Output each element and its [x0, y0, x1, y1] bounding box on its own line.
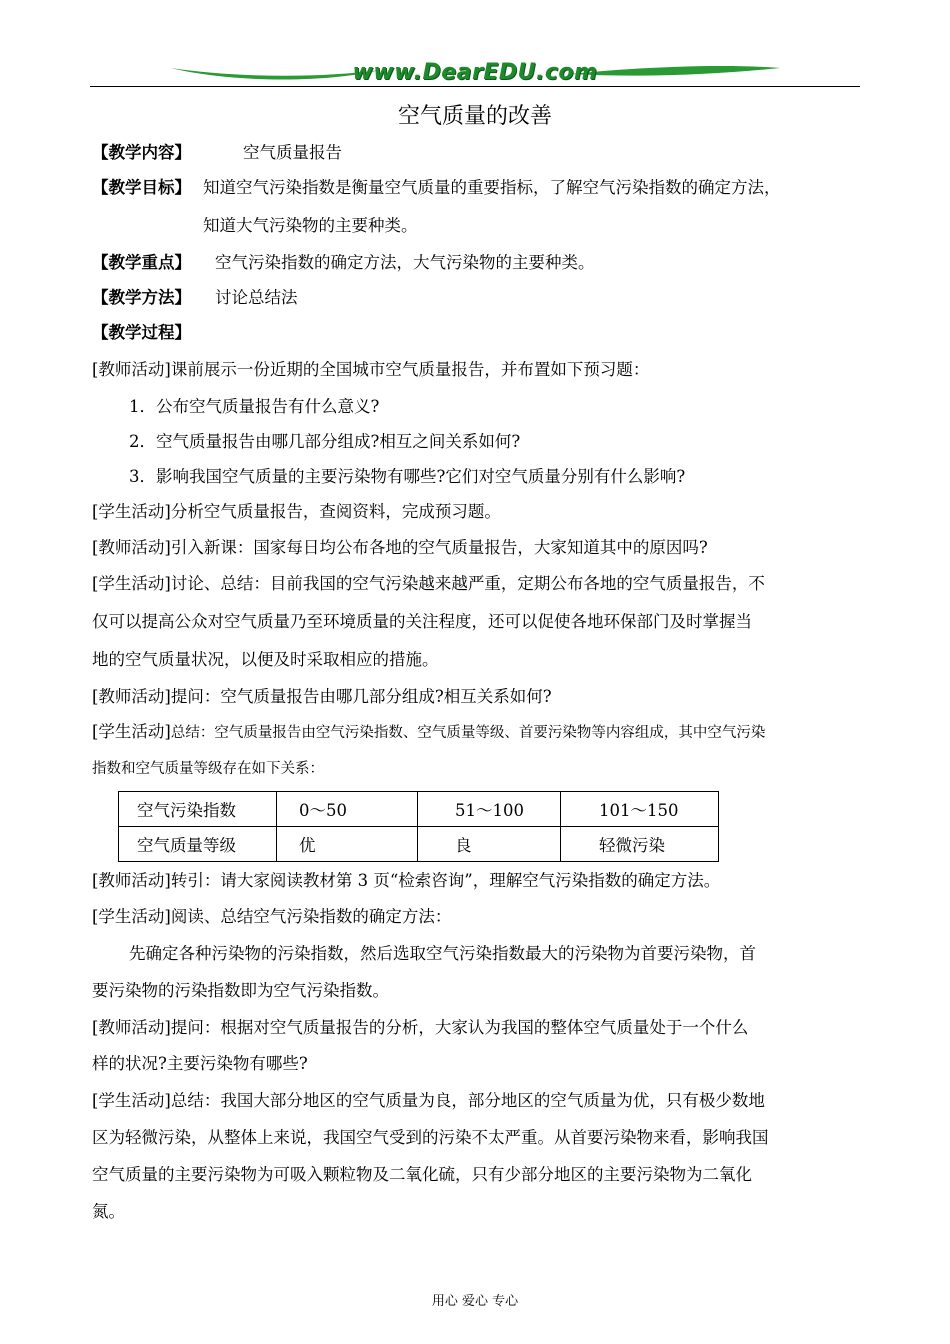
- page-title: 空气质量的改善: [397, 104, 552, 129]
- paragraph: 氮。: [92, 1202, 125, 1221]
- table-row: [119, 827, 719, 862]
- list-item: 3．影响我国空气质量的主要污染物有哪些?它们对空气质量分别有什么影响?: [129, 467, 686, 486]
- process-label: 【教学过程】: [92, 323, 191, 342]
- paragraph: [教师活动]课前展示一份近期的全国城市空气质量报告，并布置如下预习题：: [92, 360, 650, 379]
- paragraph: 要污染物的污染指数即为空气污染指数。: [92, 981, 389, 1000]
- paragraph: [学生活动]分析空气质量报告，查阅资料，完成预习题。: [92, 502, 501, 521]
- paragraph: [教师活动]引入新课：国家每日均公布各地的空气质量报告，大家知道其中的原因吗?: [92, 538, 708, 557]
- table-cell: 空气污染指数: [119, 792, 277, 827]
- method-text: 讨论总结法: [215, 288, 298, 307]
- list-item: 1．公布空气质量报告有什么意义?: [129, 397, 380, 416]
- aqi-table: [118, 791, 719, 862]
- paragraph: 样的状况?主要污染物有哪些?: [92, 1054, 308, 1073]
- focus-label: 【教学重点】: [92, 253, 191, 272]
- paragraph: [学生活动]阅读、总结空气污染指数的确定方法：: [92, 907, 452, 926]
- table-cell: 良: [418, 827, 561, 862]
- table-cell: 101～150: [561, 792, 719, 827]
- page-footer: 用心 爱心 专心: [431, 1294, 519, 1309]
- goal-text-2: 知道大气污染物的主要种类。: [203, 216, 418, 235]
- paragraph: [92, 721, 765, 744]
- paragraph: [教师活动]转引：请大家阅读教材第 3 页“检索咨询”，理解空气污染指数的确定方法。: [92, 871, 721, 890]
- goal-text-1: 知道空气污染指数是衡量空气质量的重要指标，了解空气污染指数的确定方法，: [203, 178, 781, 197]
- paragraph: 地的空气质量状况，以便及时采取相应的措施。: [92, 650, 439, 669]
- activity-tag: [学生活动]: [92, 722, 171, 741]
- header-rule: [90, 86, 860, 87]
- site-brand: www.DearEDU.com: [352, 60, 598, 85]
- paragraph: 先确定各种污染物的污染指数，然后选取空气污染指数最大的污染物为首要污染物，首: [129, 944, 756, 963]
- table-cell: 轻微污染: [561, 827, 719, 862]
- method-label: 【教学方法】: [92, 288, 191, 307]
- paragraph: 空气质量的主要污染物为可吸入颗粒物及二氧化硫，只有少部分地区的主要污染物为二氧化: [92, 1165, 752, 1184]
- paragraph-text: 总结：空气质量报告由空气污染指数、空气质量等级、首要污染物等内容组成，其中空气污染: [170, 725, 766, 741]
- table-cell: 优: [277, 827, 418, 862]
- table-cell: 0～50: [277, 792, 418, 827]
- goal-label: 【教学目标】: [92, 178, 191, 197]
- table-cell: 51～100: [418, 792, 561, 827]
- paragraph: 指数和空气质量等级存在如下关系：: [92, 761, 324, 777]
- paragraph: [教师活动]提问：空气质量报告由哪几部分组成?相互关系如何?: [92, 687, 552, 706]
- paragraph: 区为轻微污染，从整体上来说，我国空气受到的污染不太严重。从首要污染物来看，影响我国: [92, 1128, 769, 1147]
- paragraph: [教师活动]提问：根据对空气质量报告的分析，大家认为我国的整体空气质量处于一个什么: [92, 1018, 749, 1037]
- focus-text: 空气污染指数的确定方法，大气污染物的主要种类。: [215, 253, 595, 272]
- table-cell: 空气质量等级: [119, 827, 277, 862]
- paragraph: [学生活动]讨论、总结：目前我国的空气污染越来越严重，定期公布各地的空气质量报告，不: [92, 574, 765, 593]
- list-item: 2．空气质量报告由哪几部分组成?相互之间关系如何?: [129, 432, 521, 451]
- content-text: 空气质量报告: [243, 143, 342, 162]
- content-label: 【教学内容】: [92, 143, 191, 162]
- paragraph: 仅可以提高公众对空气质量乃至环境质量的关注程度，还可以促使各地环保部门及时掌握当: [92, 612, 752, 631]
- table-row: [119, 792, 719, 827]
- paragraph: [学生活动]总结：我国大部分地区的空气质量为良，部分地区的空气质量为优，只有极少数地: [92, 1091, 765, 1110]
